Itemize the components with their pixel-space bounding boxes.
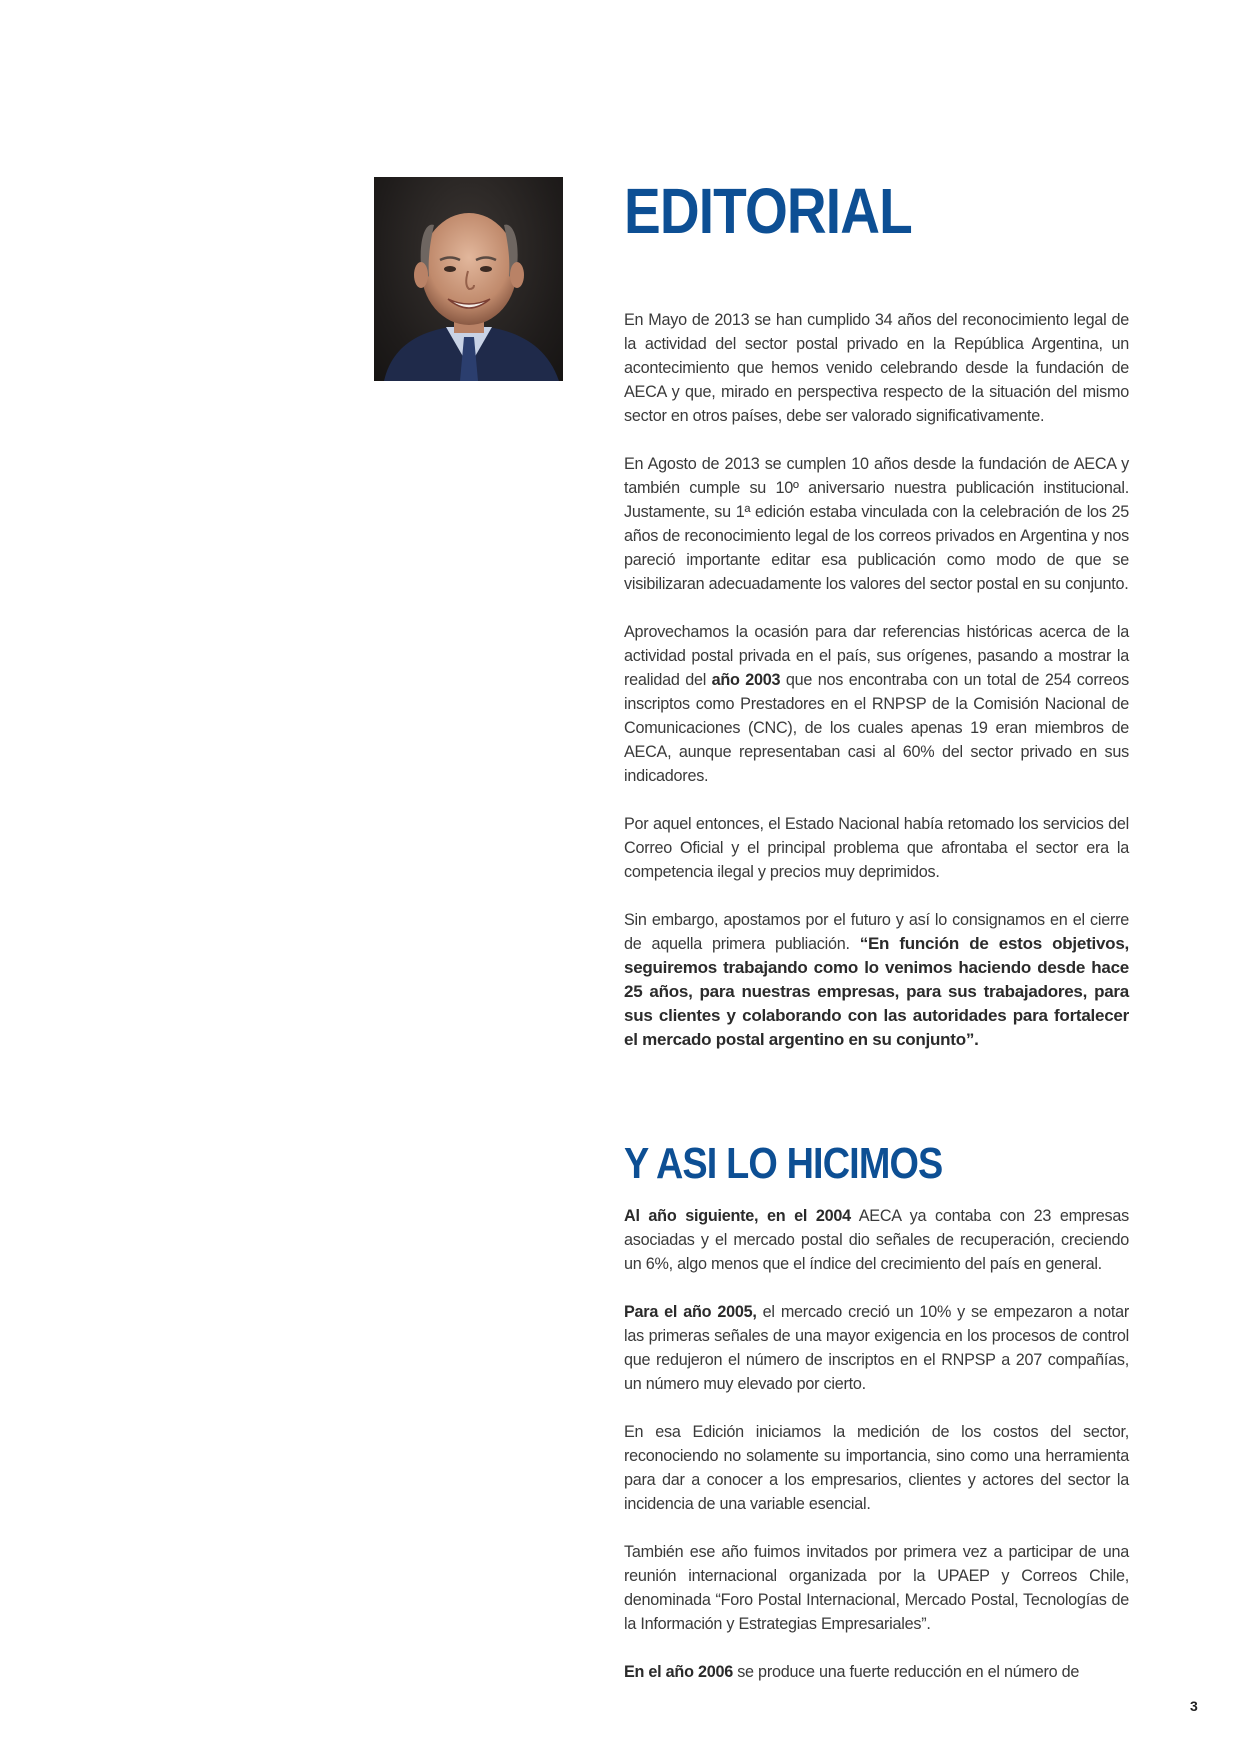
body-text: En Agosto de 2013 se cumplen 10 años desde la fundación de AECA y también cumple su 10º aniversario nuestra publicación institucional. Justamente, su 1ª edición estaba vinculada con la celebración de los 25 años de reconocimiento legal de los correos privados en Argentina y nos pareció importante editar esa publicación como modo de que se visibilizaran adecuadamente los valores del sector postal en su conjunto. <box>624 455 1129 593</box>
bold-text: Para el año 2005, <box>624 1303 757 1321</box>
bold-text: año 2003 <box>711 671 781 689</box>
editorial-paragraph <box>624 308 1129 428</box>
section2-body <box>624 1204 1129 1684</box>
editorial-paragraph <box>624 908 1129 1052</box>
editorial-body <box>624 308 1129 1052</box>
bold-text: En el año 2006 <box>624 1663 733 1681</box>
article-column <box>624 176 1129 1708</box>
body-text: se produce una fuerte reducción en el número de <box>732 1663 1080 1681</box>
section-title-y-asi-lo-hicimos: Y ASI LO HICIMOS <box>624 1139 943 1188</box>
section2-paragraph <box>624 1540 1129 1636</box>
body-text: el mercado creció un 10% y se empezaron a notar las primeras señales de una mayor exigencia en los procesos de control que redujeron el número de inscriptos en el RNPSP a 207 compañías, un número muy elevado por cierto. <box>624 1303 1129 1393</box>
section2-paragraph <box>624 1420 1129 1516</box>
bold-text: Al año siguiente, en el 2004 <box>624 1207 851 1225</box>
body-text: En esa Edición iniciamos la medición de los costos del sector, reconociendo no solamente su importancia, sino como una herramienta para dar a conocer a los empresarios, clientes y actores del sector la incidencia de una variable esencial. <box>624 1423 1129 1513</box>
editorial-paragraph <box>624 620 1129 788</box>
section2-paragraph <box>624 1660 1129 1684</box>
portrait-illustration <box>374 177 563 381</box>
body-text: Por aquel entonces, el Estado Nacional había retomado los servicios del Correo Oficial y el principal problema que afrontaba el sector era la competencia ilegal y precios muy deprimidos. <box>624 815 1129 881</box>
editorial-paragraph <box>624 812 1129 884</box>
editorial-paragraph <box>624 452 1129 596</box>
body-text: En Mayo de 2013 se han cumplido 34 años del reconocimiento legal de la actividad del sector postal privado en la República Argentina, un acontecimiento que hemos venido celebrando desde la fundación de AECA y que, mirado en perspectiva respecto de la situación del mismo sector en otros países, debe ser valorado significativamente. <box>624 311 1129 425</box>
section2-paragraph <box>624 1204 1129 1276</box>
bold-text: “En función de estos objetivos, seguiremos trabajando como lo venimos haciendo desde hace 25 años, para nuestras empresas, para sus trabajadores, para sus clientes y colaborando con las autoridades para fortalecer el mercado postal argentino en su conjunto”. <box>624 934 1129 1049</box>
body-text: AECA ya contaba con 23 empresas asociadas y el mercado postal dio señales de recuperación, creciendo un 6%, algo menos que el índice del crecimiento del país en general. <box>624 1207 1129 1273</box>
body-text: También ese año fuimos invitados por primera vez a participar de una reunión internacional organizada por la UPAEP y Correos Chile, denominada “Foro Postal Internacional, Mercado Postal, Tecnologías de la Información y Estrategias Empresariales”. <box>624 1543 1129 1633</box>
author-portrait <box>374 177 563 381</box>
editorial-title: EDITORIAL <box>624 175 912 247</box>
page-number: 3 <box>1190 1698 1198 1714</box>
section2-paragraph <box>624 1300 1129 1396</box>
body-text: que nos encontraba con un total de 254 correos inscriptos como Prestadores en el RNPSP de la Comisión Nacional de Comunicaciones (CNC), de los cuales apenas 19 eran miembros de AECA, aunque representaban casi al 60% del sector privado en sus indicadores. <box>624 671 1129 785</box>
body-text: Sin embargo, apostamos por el futuro y así lo consignamos en el cierre de aquella primera publiación. <box>624 911 1129 953</box>
body-text: Aprovechamos la ocasión para dar referencias históricas acerca de la actividad postal privada en el país, sus orígenes, pasando a mostrar la realidad del <box>624 623 1129 689</box>
